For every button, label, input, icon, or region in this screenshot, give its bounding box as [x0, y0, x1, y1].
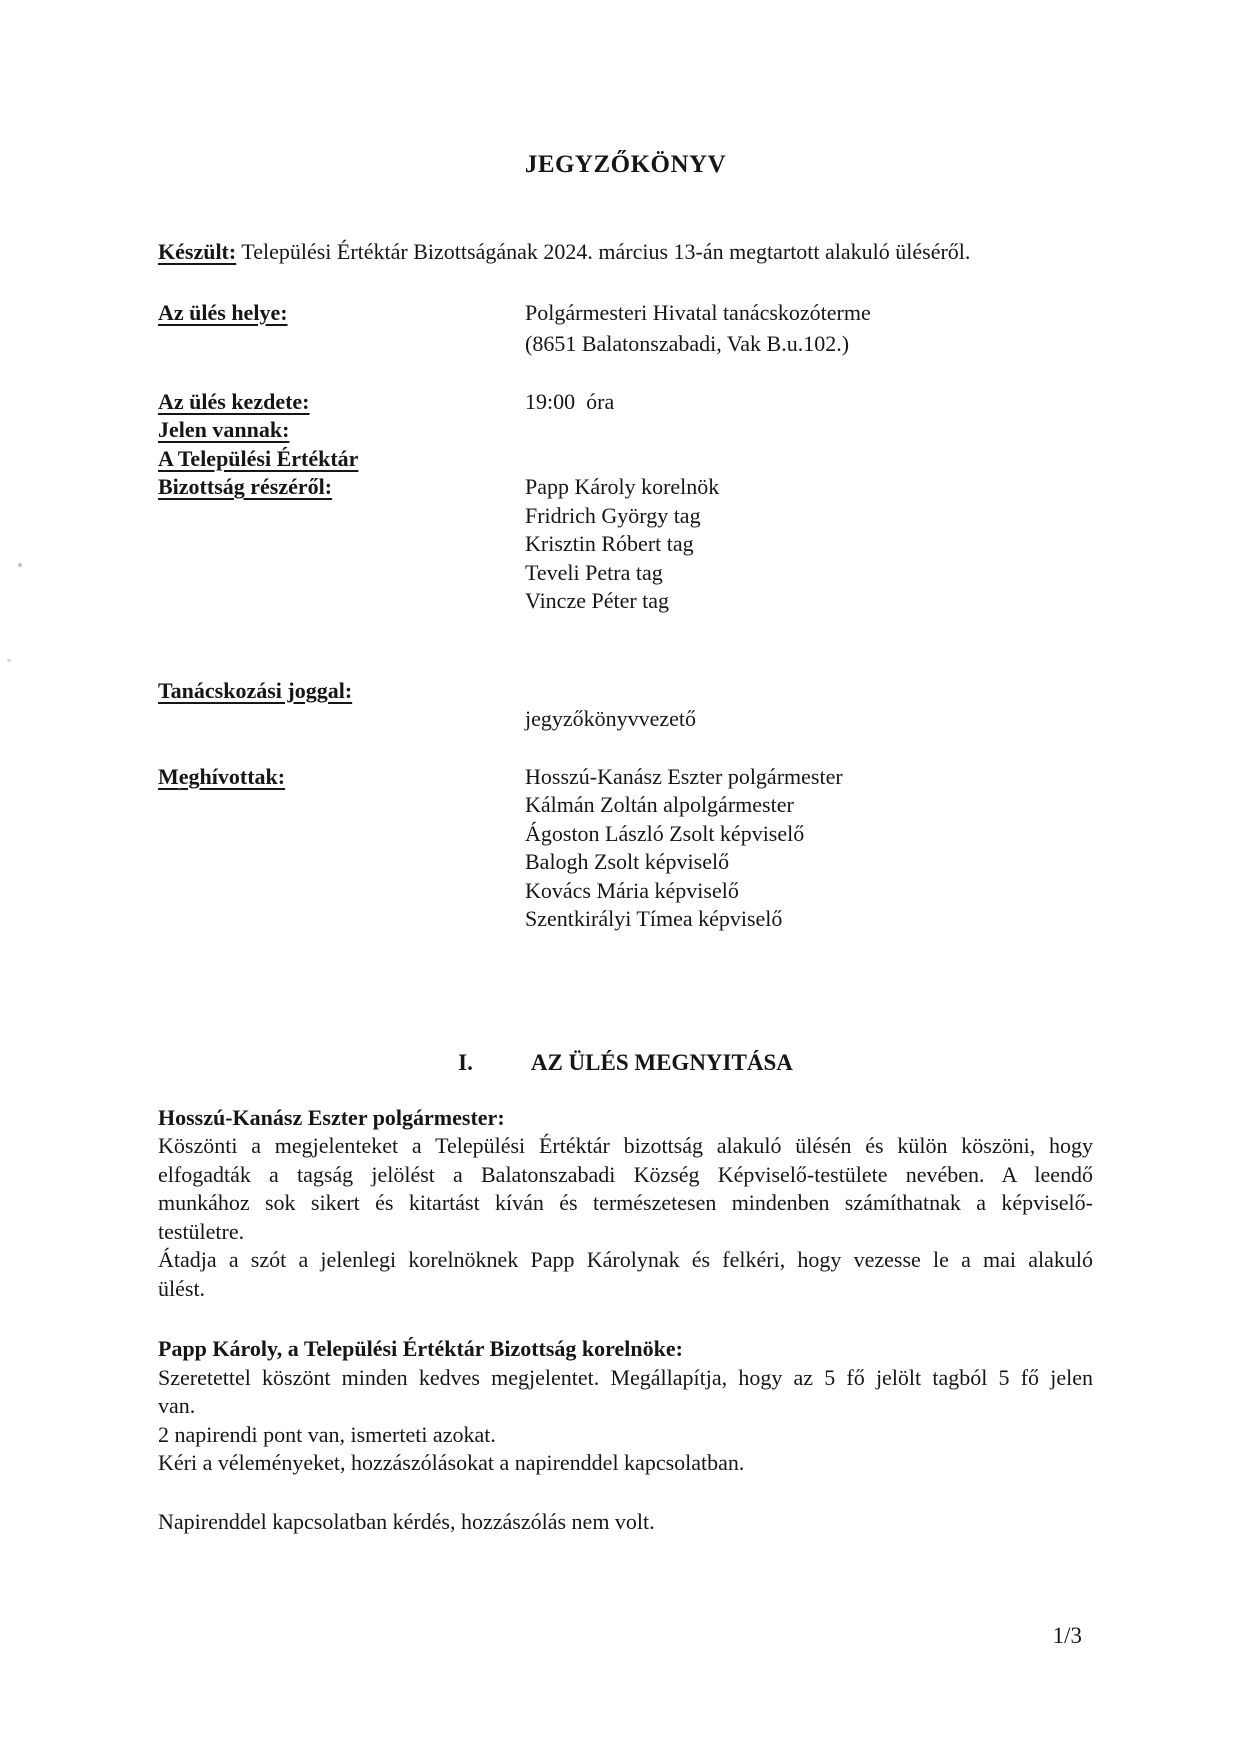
invited-person: Hosszú-Kanász Eszter polgármester [525, 763, 843, 789]
invited-person: Kovács Mária képviselő [525, 877, 739, 903]
advisory-value: jegyzőkönyvvezető [525, 706, 697, 731]
speaker2-paragraph2: 2 napirendi pont van, ismerteti azokat. [158, 1421, 496, 1447]
committee-member: Krisztin Róbert tag [525, 531, 694, 556]
invited-person: Szentkirályi Tímea képviselő [525, 906, 783, 931]
scan-speck [178, 788, 181, 791]
invited-people-list [525, 763, 1093, 934]
section-numeral: I. [458, 1049, 473, 1075]
document-title: JEGYZŐKÖNYV [524, 151, 727, 178]
speaker2-paragraph1: Szeretettel köszönt minden kedves megjelentet. Megállapítja, hogy az 5 fő jelölt tagból 5 fő jelen van. [158, 1364, 1093, 1418]
invited-row [158, 763, 1093, 934]
present-label: Jelen vannak: [158, 417, 290, 442]
committee-member: Fridrich György tag [525, 502, 701, 528]
committee-members-list [525, 473, 1093, 616]
invited-label: Meghívottak: [158, 763, 286, 789]
attendance-labels [158, 388, 525, 616]
committee-label-line1: A Települési Értéktár [158, 445, 359, 471]
meeting-place-row [158, 297, 1093, 359]
meeting-place-label: Az ülés helye: [158, 299, 288, 325]
speaker2-heading: Papp Károly, a Települési Értéktár Bizottság korelnöke: [158, 1336, 683, 1361]
section-heading [158, 1048, 1093, 1078]
made-line [158, 238, 1093, 267]
meeting-place-line1: Polgármesteri Hivatal tanácskozóterme [525, 299, 871, 325]
speaker2-paragraph3: Kéri a véleményeket, hozzászólásokat a napirenddel kapcsolatban. [158, 1450, 745, 1475]
speaker1-paragraph2: Átadja a szót a jelenlegi korelnöknek Papp Károlynak és felkéri, hogy vezesse le a mai alakuló ülést. [158, 1247, 1093, 1301]
meeting-start-row [158, 388, 1093, 616]
meeting-place-label-cell [158, 297, 525, 359]
committee-label-line2: Bizottság részéről: [158, 474, 333, 499]
meeting-start-label: Az ülés kezdete: [158, 388, 310, 414]
invited-person: Balogh Zsolt képviselő [525, 849, 730, 874]
committee-member: Teveli Petra tag [525, 559, 663, 585]
invited-person: Ágoston László Zsolt képviselő [525, 820, 805, 846]
committee-member: Papp Károly korelnök [525, 474, 720, 499]
advisory-label-cell [158, 677, 525, 734]
meeting-place-value [525, 297, 1093, 359]
scan-speck [18, 563, 22, 567]
page-number: 1/3 [1052, 1623, 1082, 1648]
made-label: Készült: [158, 239, 237, 264]
section-title: AZ ÜLÉS MEGNYITÁSA [530, 1049, 793, 1075]
made-text: Települési Értéktár Bizottságának 2024. március 13-án megtartott alakuló üléséről. [236, 239, 971, 264]
committee-member: Vincze Péter tag [525, 588, 670, 613]
closing-note: Napirenddel kapcsolatban kérdés, hozzászólás nem volt. [158, 1508, 655, 1534]
invited-person: Kálmán Zoltán alpolgármester [525, 792, 794, 817]
speaker1-heading: Hosszú-Kanász Eszter polgármester: [158, 1104, 505, 1130]
meeting-place-line2: (8651 Balatonszabadi, Vak B.u.102.) [525, 330, 850, 356]
invited-label-cell [158, 763, 525, 934]
meeting-start-value: 19:00 óra [525, 388, 615, 414]
attendance-values [525, 388, 1093, 616]
speaker1-paragraph1: Köszönti a megjelenteket a Települési Értéktár bizottság alakuló ülésén és külön köszöni, hogy elfogadták a tagság jelölést a Balatonszabadi Község Képviselő-testülete nevében. A leendő munkához sok sikert és kitartást kíván és természetesen mindenben számíthatnak a képviselő-testületre. [158, 1133, 1093, 1244]
scan-speck [7, 659, 11, 662]
advisory-label: Tanácskozási joggal: [158, 677, 353, 703]
advisory-row [158, 677, 1093, 734]
